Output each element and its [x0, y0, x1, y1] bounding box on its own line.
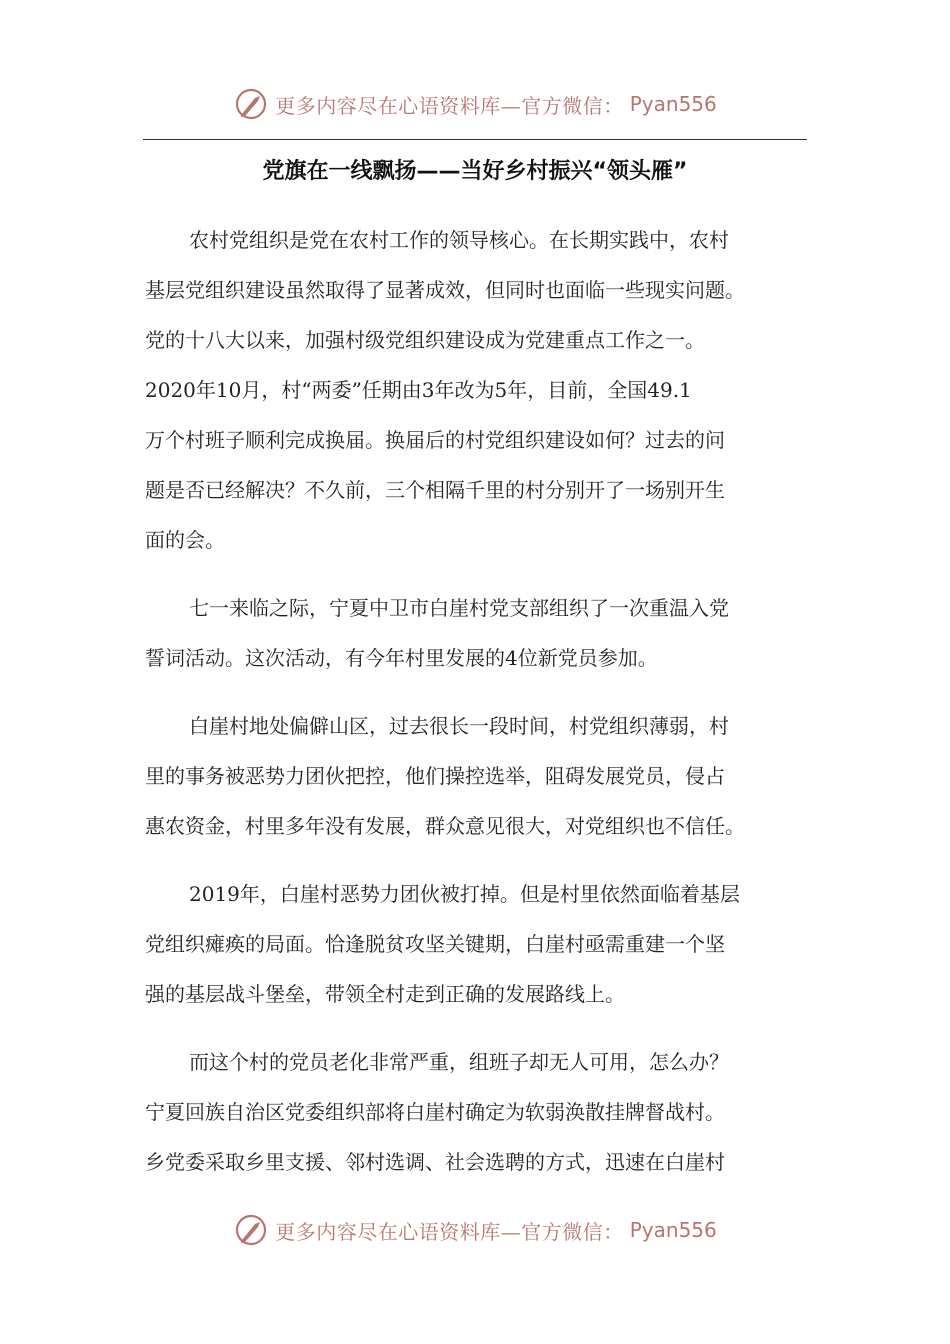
text-line: 而这个村的党员老化非常严重，组班子却无人可用，怎么办？: [189, 1050, 729, 1074]
watermark-handle: Pyan556: [629, 92, 717, 116]
paragraph: [145, 215, 809, 565]
text-line: 七一来临之际，宁夏中卫市白崖村党支部组织了一次重温入党: [189, 596, 729, 620]
header-watermark: [0, 84, 950, 124]
paragraph: [145, 869, 809, 1019]
text-line: 白崖村地处偏僻山区，过去很长一段时间，村党组织薄弱，村: [189, 714, 729, 738]
text-line: 强的基层战斗堡垒，带领全村走到正确的发展路线上。: [145, 982, 625, 1006]
header-divider: [143, 139, 807, 140]
text-line: 誓词活动。这次活动，有今年村里发展的4位新党员参加。: [145, 646, 658, 670]
text-line: 党组织瘫痪的局面。恰逢脱贫攻坚关键期，白崖村亟需重建一个坚: [145, 932, 725, 956]
text-line: 农村党组织是党在农村工作的领导核心。在长期实践中，农村: [189, 228, 729, 252]
watermark-text: 更多内容尽在心语资料库—官方微信：: [275, 93, 624, 118]
text-line: 2019年，白崖村恶势力团伙被打掉。但是村里依然面临着基层: [189, 882, 740, 906]
text-line: 宁夏回族自治区党委组织部将白崖村确定为软弱涣散挂牌督战村。: [145, 1100, 725, 1124]
text-line: 惠农资金，村里多年没有发展，群众意见很大，对党组织也不信任。: [145, 814, 745, 838]
text-line: 里的事务被恶势力团伙把控，他们操控选举，阻碍发展党员，侵占: [145, 764, 725, 788]
text-line: 基层党组织建设虽然取得了显著成效，但同时也面临一些现实问题。: [145, 278, 745, 302]
text-line: 乡党委采取乡里支援、邻村选调、社会选聘的方式，迅速在白崖村: [145, 1150, 725, 1174]
text-line: 万个村班子顺利完成换届。换届后的村党组织建设如何？过去的问: [145, 428, 725, 452]
document-body: [145, 215, 809, 1205]
text-line: 党的十八大以来，加强村级党组织建设成为党建重点工作之一。: [145, 328, 705, 352]
watermark-handle: Pyan556: [629, 1218, 717, 1242]
pen-nib-circle-icon: [233, 86, 269, 122]
watermark-text: 更多内容尽在心语资料库—官方微信：: [275, 1219, 624, 1244]
text-line: 2020年10月，村“两委”任期由3年改为5年，目前，全国49.1: [145, 378, 692, 402]
document-title: 党旗在一线飘扬——当好乡村振兴“领头雁”: [262, 159, 688, 184]
paragraph: [145, 1037, 809, 1187]
text-line: 题是否已经解决？不久前，三个相隔千里的村分别开了一场别开生: [145, 478, 725, 502]
footer-watermark: [0, 1210, 950, 1250]
pen-nib-circle-icon: [233, 1212, 269, 1248]
paragraph: [145, 583, 809, 683]
paragraph: [145, 701, 809, 851]
text-line: 面的会。: [145, 528, 225, 552]
